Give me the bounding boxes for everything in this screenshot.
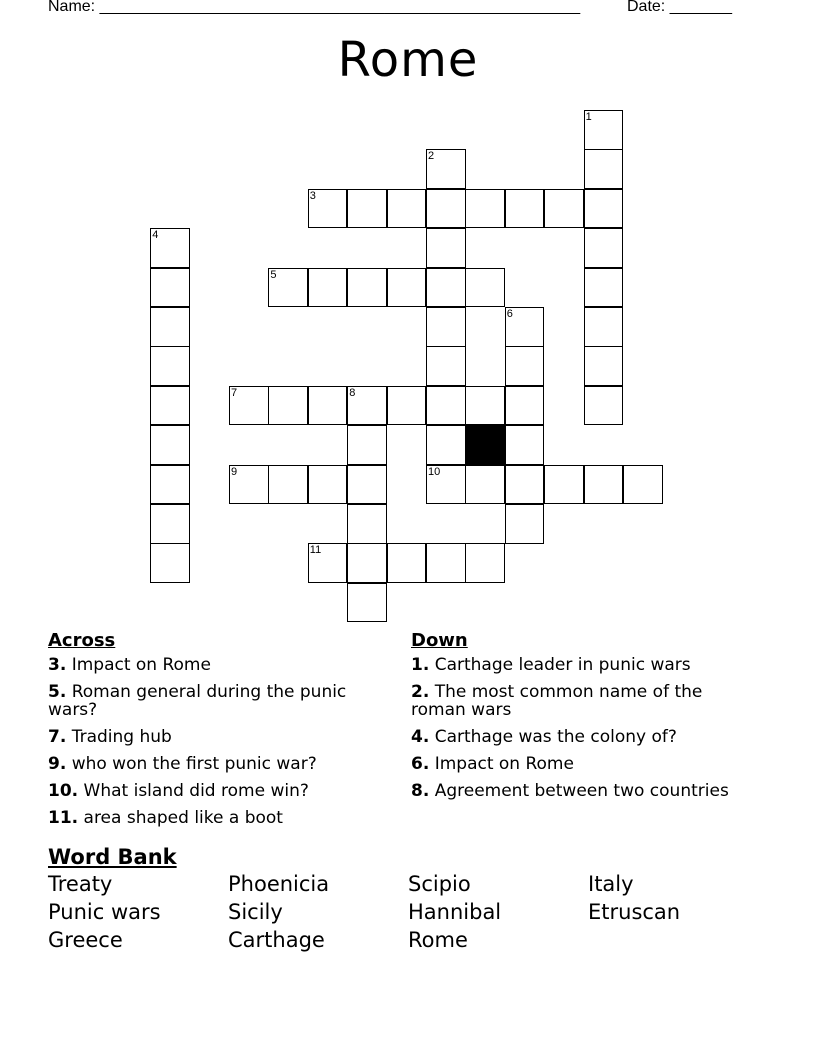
down-clue [411,683,741,719]
clue-number: 4 [152,229,159,242]
name-field[interactable]: Name: ______________________________________________________ [48,0,581,15]
clue-number: 5 [270,268,277,281]
word-bank-item: Italy [588,872,634,896]
crossword-cell[interactable] [426,189,466,229]
crossword-cell[interactable] [465,386,505,426]
word-bank-item: Scipio [408,872,471,896]
crossword-cell[interactable] [347,189,387,229]
crossword-cell[interactable] [308,465,348,505]
crossword-cell[interactable] [426,346,466,386]
crossword-cell[interactable] [308,386,348,426]
clue-text: who won the first punic war? [66,754,317,774]
crossword-cell[interactable] [387,268,427,308]
crossword-cell[interactable] [584,465,624,505]
word-bank-item: Treaty [48,872,113,896]
across-heading: Across [48,630,116,651]
clue-text: Carthage leader in punic wars [429,655,691,675]
across-clue [48,656,378,674]
crossword-cell[interactable] [584,228,624,268]
clue-number: 5. [48,682,67,702]
page-title: Rome [337,32,479,88]
clue-number: 9. [48,754,67,774]
across-clue [48,728,378,746]
across-clue [48,755,378,773]
word-bank-heading: Word Bank [48,845,177,869]
crossword-cell[interactable] [347,543,387,583]
crossword-cell[interactable] [150,346,190,386]
clue-number: 2. [411,682,430,702]
crossword-cell[interactable] [505,307,545,347]
word-bank-item: Carthage [228,928,325,952]
clue-text: Carthage was the colony of? [429,727,677,747]
crossword-cell[interactable] [584,386,624,426]
crossword-cell[interactable] [308,268,348,308]
crossword-cell[interactable] [426,268,466,308]
crossword-cell[interactable] [268,268,308,308]
crossword-cell[interactable] [150,268,190,308]
word-bank-item: Phoenicia [228,872,330,896]
crossword-cell[interactable] [150,386,190,426]
crossword-cell[interactable] [623,465,663,505]
crossword-cell[interactable] [387,189,427,229]
clue-number: 6 [506,308,513,320]
crossword-cell[interactable] [347,386,387,426]
crossword-cell[interactable] [584,268,624,308]
crossword-cell[interactable] [387,543,427,583]
word-bank [48,872,768,952]
down-clue-list [411,656,741,809]
crossword-cell[interactable] [426,386,466,426]
crossword-cell[interactable] [426,228,466,268]
crossword-cell[interactable] [505,386,545,426]
crossword-cell[interactable] [505,425,545,465]
crossword-cell[interactable] [150,543,190,583]
crossword-cell[interactable] [584,346,624,386]
crossword-cell[interactable] [150,228,190,268]
crossword-cell[interactable] [465,189,505,229]
down-clue [411,656,741,674]
crossword-cell[interactable] [347,583,387,623]
clue-number: 8 [349,386,356,399]
crossword-cell[interactable] [229,465,269,505]
word-bank-item: Etruscan [588,900,681,924]
down-clue [411,728,741,746]
clue-number: 10 [428,465,441,478]
crossword-cell[interactable] [584,110,624,150]
clue-number: 4. [411,727,430,747]
crossword-cell[interactable] [544,189,584,229]
crossword-cell[interactable] [150,307,190,347]
across-clue [48,683,378,719]
word-bank-item: Sicily [228,900,283,924]
crossword-cell[interactable] [347,504,387,544]
word-bank-item: Greece [48,928,123,952]
crossword-cell[interactable] [465,465,505,505]
crossword-cell[interactable] [268,465,308,505]
crossword-cell[interactable] [426,543,466,583]
word-bank-item: Rome [408,928,468,952]
crossword-cell[interactable] [150,425,190,465]
crossword-cell[interactable] [387,386,427,426]
crossword-cell[interactable] [426,149,466,189]
crossword-cell[interactable] [505,189,545,229]
crossword-cell[interactable] [426,425,466,465]
word-bank-item: Punic wars [48,900,161,924]
clue-number: 7 [231,386,238,399]
date-field[interactable]: Date: _______ [627,0,732,15]
down-clue [411,782,741,800]
clue-number: 9 [231,465,238,478]
clue-number: 3. [48,655,67,675]
clue-number: 7. [48,727,67,747]
crossword-cell[interactable] [347,465,387,505]
crossword-cell[interactable] [347,425,387,465]
crossword-cell[interactable] [544,465,584,505]
clue-text: Impact on Rome [66,655,211,675]
crossword-black-cell [465,425,505,465]
clue-number: 11 [309,544,322,557]
crossword-cell[interactable] [426,307,466,347]
crossword-cell[interactable] [505,346,545,386]
clue-text: The most common name of the roman wars [411,682,703,720]
crossword-cell[interactable] [308,543,348,583]
crossword-cell[interactable] [465,268,505,308]
down-clue [411,755,741,773]
clue-number: 11. [48,808,79,828]
crossword-cell[interactable] [426,465,466,505]
across-clue-list [48,656,378,836]
crossword-cell[interactable] [505,504,545,544]
crossword-cell[interactable] [584,189,624,229]
across-clue [48,782,378,800]
crossword-cell[interactable] [505,465,545,505]
crossword-cell[interactable] [465,543,505,583]
clue-number: 3 [309,189,316,202]
clue-text: area shaped like a boot [78,808,283,828]
crossword-cell[interactable] [150,504,190,544]
clue-number: 10. [48,781,79,801]
across-clue [48,809,378,827]
crossword-cell[interactable] [347,268,387,308]
clue-number: 8. [411,781,430,801]
clue-text: Trading hub [66,727,172,747]
clue-number: 1 [585,111,592,123]
word-bank-item: Hannibal [408,900,502,924]
crossword-cell[interactable] [308,189,348,229]
clue-text: Impact on Rome [429,754,574,774]
down-heading: Down [411,630,468,651]
clue-text: Agreement between two countries [429,781,729,801]
clue-text: Roman general during the punic wars? [48,682,347,720]
crossword-cell[interactable] [229,386,269,426]
clue-number: 2 [428,150,435,163]
clue-text: What island did rome win? [78,781,309,801]
clue-number: 6. [411,754,430,774]
crossword-cell[interactable] [150,465,190,505]
crossword-cell[interactable] [584,307,624,347]
crossword-cell[interactable] [584,149,624,189]
crossword-cell[interactable] [268,386,308,426]
clue-number: 1. [411,655,430,675]
